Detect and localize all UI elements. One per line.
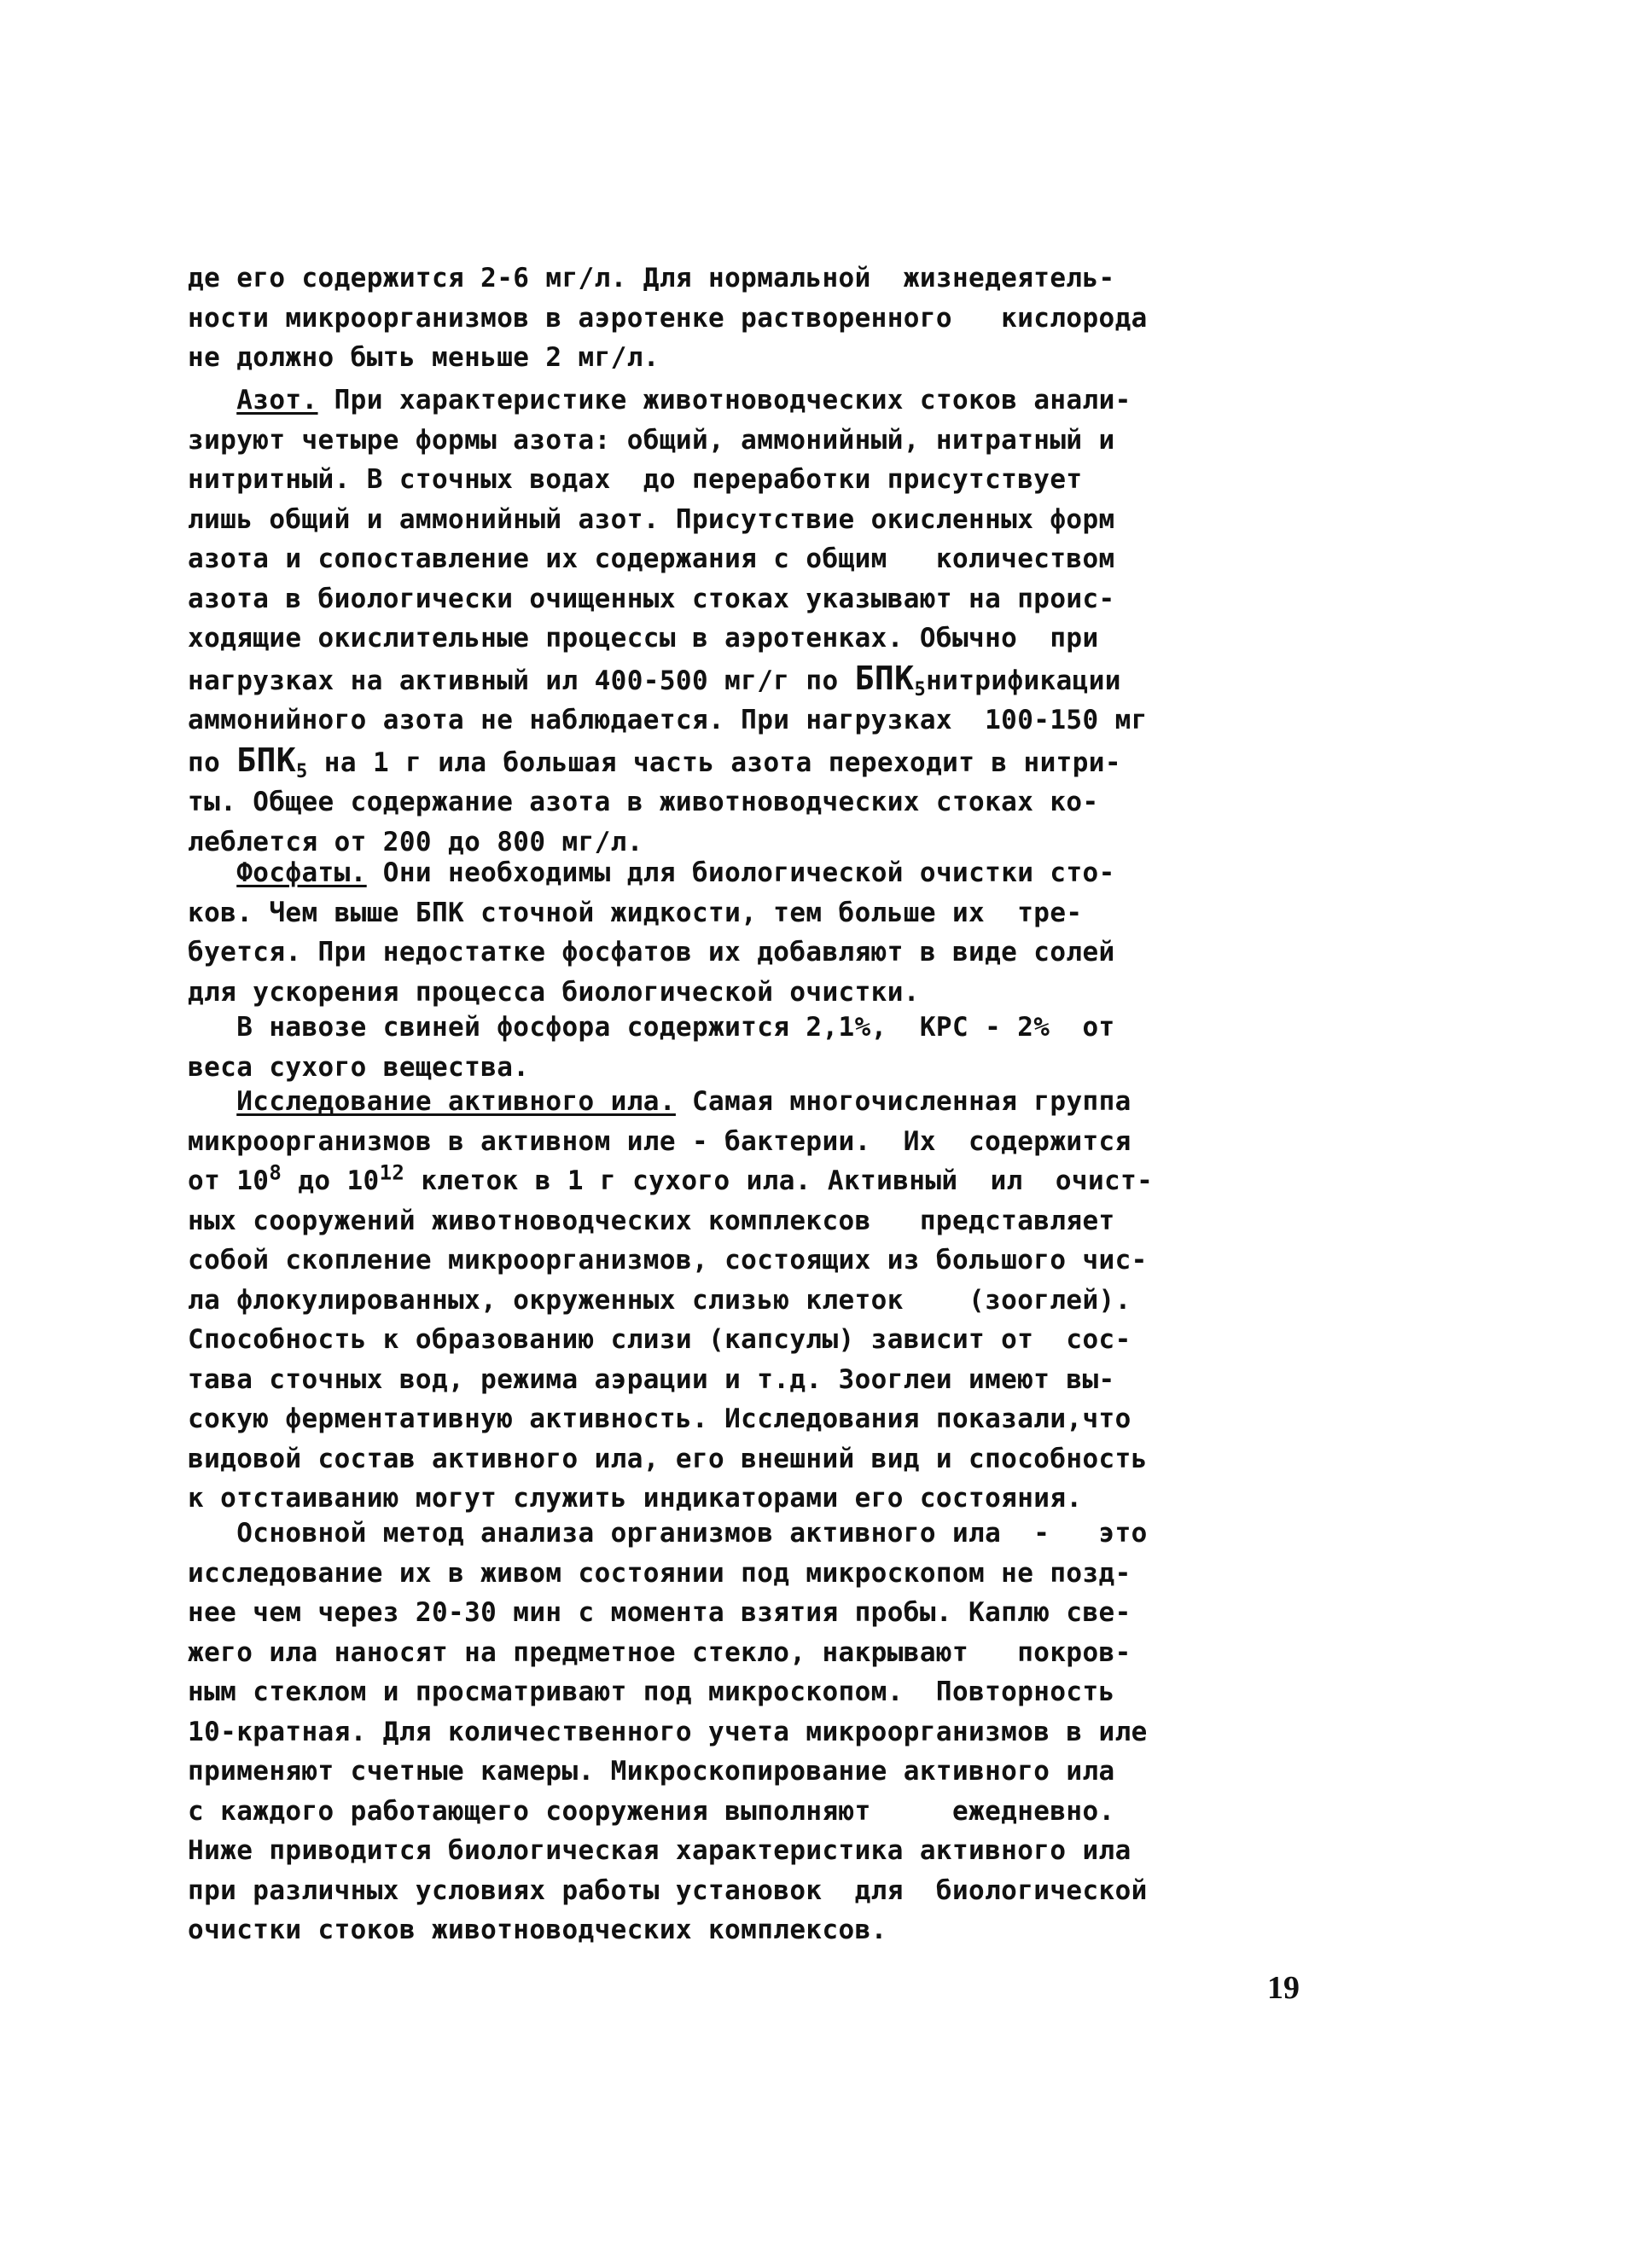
- text-line: ков. Чем выше БПК сточной жидкости, тем больше их тре-: [188, 897, 1083, 928]
- paragraph-phosphates: [188, 853, 1316, 1012]
- text-line: азота в биологически очищенных стоках указывают на проис-: [188, 583, 1115, 614]
- text-line: очистки стоков животноводческих комплексов.: [188, 1915, 887, 1945]
- text-line: нагрузках на активный ил 400-500 мг/г по: [188, 665, 855, 696]
- text-line: по: [188, 747, 237, 778]
- text-line: собой скопление микроорганизмов, состоящих из большого чис-: [188, 1245, 1148, 1276]
- text-line: В навозе свиней фосфора содержится 2,1%, КРС - 2% от: [188, 1012, 1115, 1043]
- text-line: жего ила наносят на предметное стекло, накрывают покров-: [188, 1636, 1131, 1668]
- text-line: зируют четыре формы азота: общий, аммонийный, нитратный и: [188, 424, 1115, 456]
- text-line: Ниже приводится биологическая характеристика активного ила: [188, 1835, 1131, 1866]
- paragraph-nitrogen: [188, 381, 1316, 862]
- sludge-heading: Исследование активного ила.: [236, 1086, 676, 1117]
- text-line: ходящие окислительные процессы в аэротенках. Обычно при: [188, 623, 1099, 654]
- text-line: Они необходимы для биологической очистки сто-: [366, 857, 1115, 888]
- paragraph-oxygen: [188, 259, 1316, 378]
- text-line: не должно быть меньше 2 мг/л.: [188, 342, 660, 373]
- text-line: для ускорения процесса биологической очистки.: [188, 976, 920, 1008]
- exponent: 12: [379, 1160, 405, 1185]
- text-line: аммонийного азота не наблюдается. При нагрузках 100-150 мг: [188, 705, 1148, 735]
- nitrogen-heading: Азот.: [236, 385, 318, 416]
- paragraph-activated-sludge: [188, 1082, 1316, 1519]
- text-line: к отстаиванию могут служить индикаторами его состояния.: [188, 1483, 1083, 1514]
- text-line: 10-кратная. Для количественного учета микроорганизмов в иле: [188, 1716, 1148, 1747]
- text-line: видовой состав активного ила, его внешний вид и способность: [188, 1443, 1148, 1474]
- text-line: исследование их в живом состоянии под микроскопом не позд-: [188, 1557, 1131, 1589]
- text-line: сокую ферментативную активность. Исследования показали,что: [188, 1404, 1131, 1434]
- text-line: нитритный. В сточных водах до переработки присутствует: [188, 464, 1083, 495]
- bpk-term: БПК: [236, 741, 297, 779]
- paragraph-analysis-method: [188, 1514, 1316, 1950]
- text-line: клеток в 1 г сухого ила. Активный ил очист-: [404, 1165, 1154, 1196]
- text-line: леблется от 200 до 800 мг/л.: [188, 826, 643, 857]
- paragraph-manure-phosphorus: [188, 1008, 1316, 1087]
- text-line: тава сточных вод, режима аэрации и т.д. Зооглеи имеют вы-: [188, 1363, 1115, 1395]
- page-number: 19: [1267, 1970, 1300, 2006]
- text-line: ла флокулированных, окруженных слизью клеток (зооглей).: [188, 1284, 1131, 1316]
- text-line: При характеристике животноводческих стоков анали-: [317, 385, 1131, 416]
- text-line: нитрификации: [926, 665, 1121, 696]
- bpk-term: БПК: [854, 659, 915, 697]
- text-line: Основной метод анализа организмов активного ила - это: [188, 1518, 1148, 1549]
- text-line: на 1 г ила большая часть азота переходит в нитри-: [307, 747, 1121, 778]
- text-line: применяют счетные камеры. Микроскопирование активного ила: [188, 1756, 1115, 1787]
- text-line: ности микроорганизмов в аэротенке растворенного кислорода: [188, 302, 1148, 334]
- text-line: буется. При недостатке фосфатов их добавляют в виде солей: [188, 937, 1115, 968]
- text-line: до 10: [282, 1165, 380, 1196]
- text-line: Самая многочисленная группа: [675, 1086, 1131, 1117]
- text-line: ты. Общее содержание азота в животноводческих стоках ко-: [188, 787, 1099, 817]
- text-line: де его содержится 2-6 мг/л. Для нормальной жизнедеятель-: [188, 263, 1115, 293]
- text-line: веса сухого вещества.: [188, 1051, 530, 1083]
- text-line: азота и сопоставление их содержания с общим количеством: [188, 543, 1115, 574]
- text-line: микроорганизмов в активном иле - бактерии. Их содержится: [188, 1125, 1131, 1157]
- text-line: от 10: [188, 1165, 270, 1196]
- text-line: нее чем через 20-30 мин с момента взятия пробы. Каплю све-: [188, 1597, 1131, 1628]
- text-line: при различных условиях работы установок для биологической: [188, 1874, 1148, 1906]
- text-line: лишь общий и аммонийный азот. Присутствие окисленных форм: [188, 503, 1115, 535]
- text-line: с каждого работающего сооружения выполняют ежедневно.: [188, 1795, 1115, 1827]
- exponent: 8: [269, 1160, 282, 1185]
- phosphates-heading: Фосфаты.: [236, 857, 367, 888]
- text-line: Способность к образованию слизи (капсулы) зависит от сос-: [188, 1324, 1131, 1355]
- text-line: ным стеклом и просматривают под микроскопом. Повторность: [188, 1677, 1115, 1707]
- text-line: ных сооружений животноводческих комплексов представляет: [188, 1205, 1115, 1236]
- bpk-subscript: 5: [296, 760, 308, 782]
- bpk-subscript: 5: [914, 678, 927, 700]
